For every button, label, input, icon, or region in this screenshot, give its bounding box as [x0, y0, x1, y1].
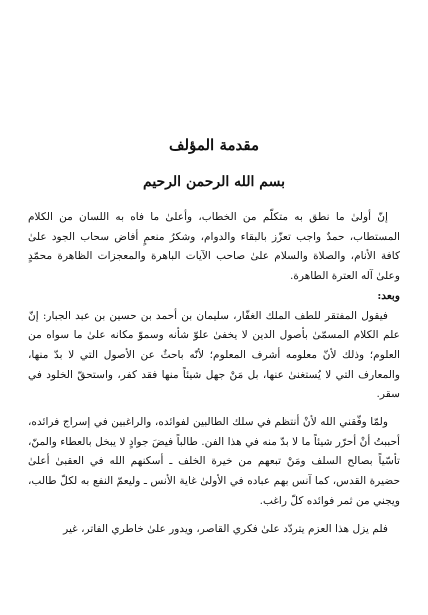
paragraph-motivation: ولمّا وفّقني الله لأنْ أنتظم في سلك الطالبين لفوائده، والراغبين في إسراج فرائده، أحببتُ أنْ أحرّر شيئاً ما لا بدّ منه في هذا الفن. طالباً فيضَ جوادٍ لا يبخل بالعطاء والمنّ، تأسّياً بصالح السلف ومَنْ تبعهم من خيرة الخلف ـ أسكنهم الله في العقبىٰ أعلىٰ حضيرة القدس، كما آنس بهم عباده في الأولىٰ غاية الأنس ـ وليعمّ النفع به لكلّ طالب، ويجني من ثمر فوائده كلّ راغب.	[28, 416, 400, 507]
basmala-calligraphy: بسم الله الرحمن الرحيم	[143, 174, 285, 190]
paragraph-wa-baad: وبعد:	[377, 289, 400, 302]
body-text	[28, 208, 400, 539]
paragraph-continuation: فلم يزل هذا العزم يتردّد علىٰ فكري القاصر، ويدور علىٰ خاطري الفاتر، غير	[63, 522, 388, 535]
paragraph-author-intro: فيقول المفتقر للطف الملك الغفّار، سليمان بن أحمد بن حسين بن عبد الجبار: إنّ علم الكلام المسمّىٰ بأصول الدين لا يخفىٰ علوّ شأنه وسموّ مكانه علىٰ ما سواه من العلوم؛ وذلك لأنّ معلومه أشرف المعلوم؛ لأنّه باحثٌ عن الأصول التي لا بدّ منها، والمعارف التي لا يُستغنىٰ عنها، بل مَنْ جهل شيئاً منها فقد كفر، واستحقّ الخلود في سقر.	[28, 309, 400, 401]
page-heading: مقدمة المؤلف	[168, 136, 260, 154]
paragraph-praise: إنّ أولىٰ ما نطق به متكلّم من الخطاب، وأعلىٰ ما فاه به اللسان من الكلام المستطاب، حمدٌ واجب تعزّز بالبقاء والدوام، وشكرُ منعمٍ أفاض سحاب الجود علىٰ كافة الأنام، والصلاة والسلام علىٰ صاحب الآيات الباهرة والمعجزات الظاهرة محمّدٍ وعلىٰ آله العترة الطاهرة.	[28, 211, 400, 283]
